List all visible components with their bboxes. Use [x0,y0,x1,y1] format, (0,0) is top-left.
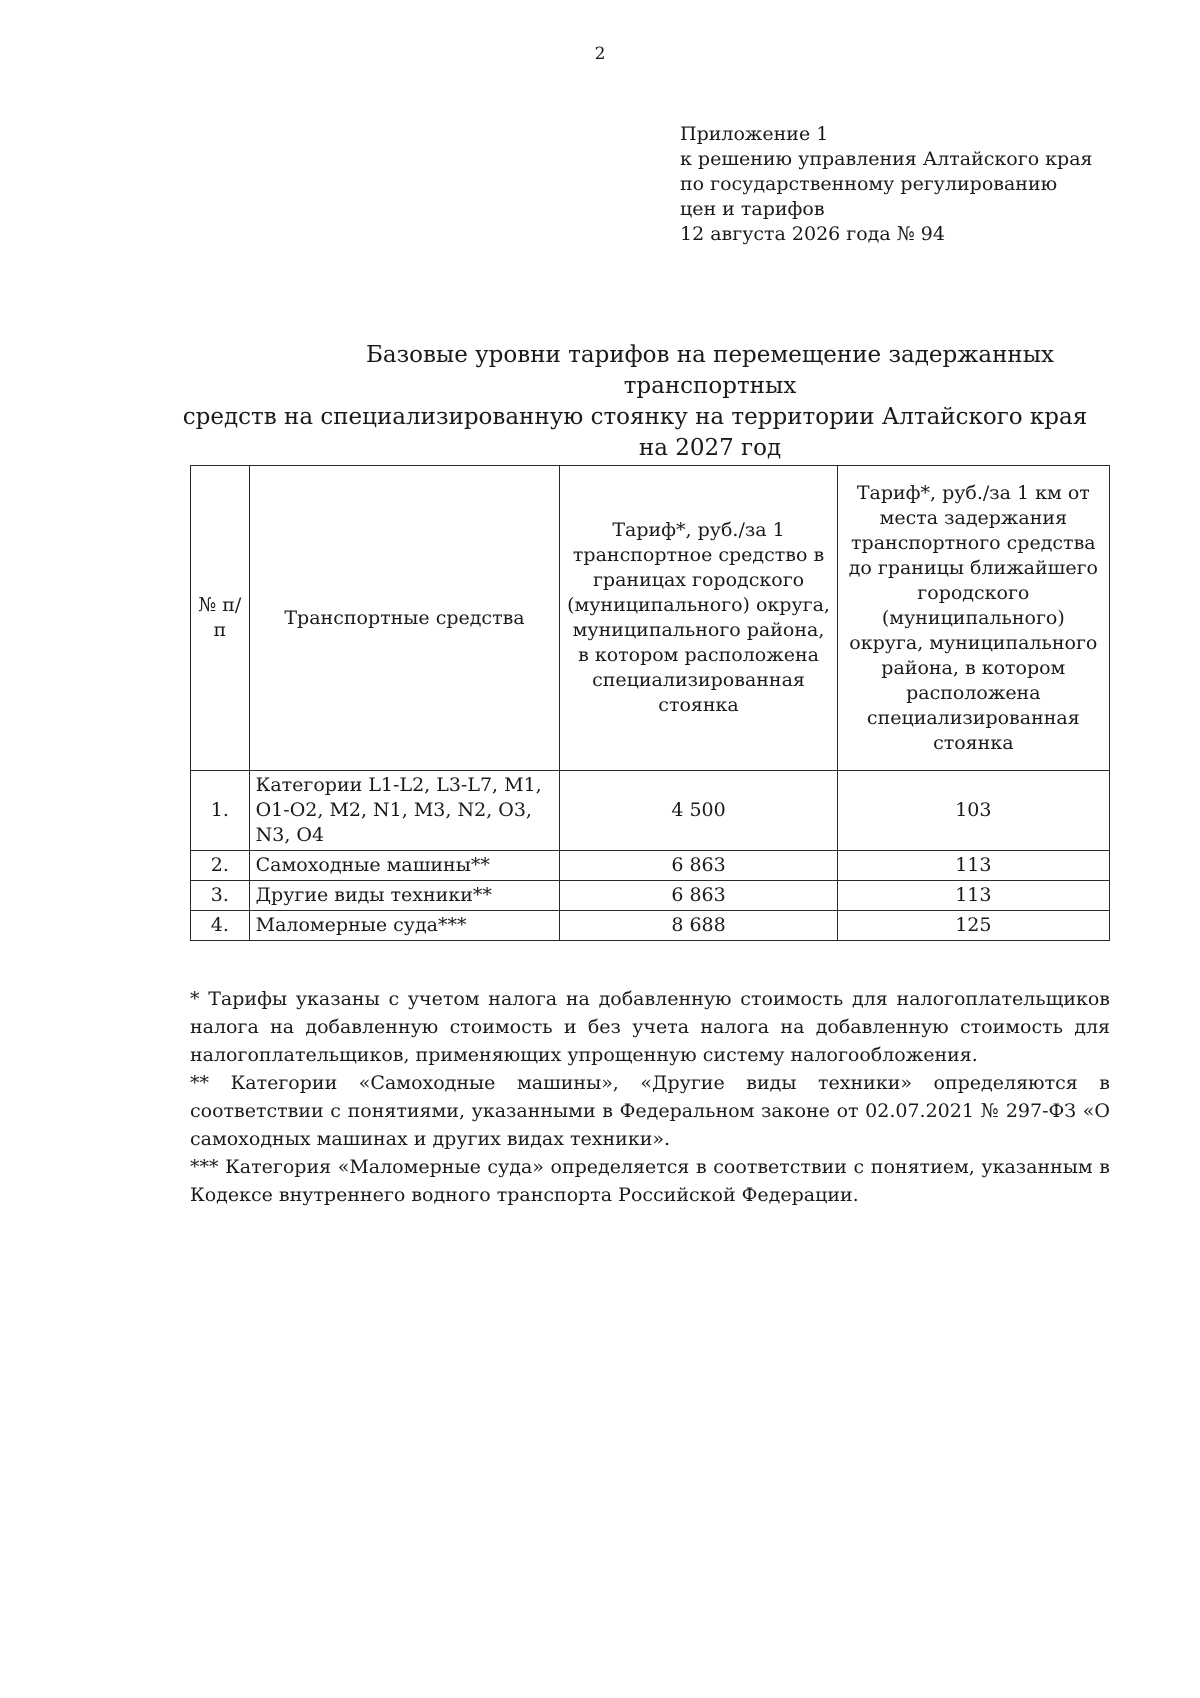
footnote-1: * Тарифы указаны с учетом налога на добавленную стоимость для налогоплательщиков налога на добавленную стоимость и без учета налога на добавленную стоимость для налогоплательщиков, применяющих упрощенную систему налогообложения. [190,988,1110,1066]
title-line-1: Базовые уровни тарифов на перемещение задержанных транспортных [365,342,1055,399]
appendix-line-3: по государственному регулированию [680,173,1058,195]
row-vehicle-name: Маломерные суда*** [249,911,560,941]
appendix-line-1: Приложение 1 [680,123,829,145]
row-vehicle-name: Самоходные машины** [249,851,560,881]
row-tariff-per-vehicle: 6 863 [560,881,837,911]
header-tariff-per-km: Тариф*, руб./за 1 км от места задержания транспортного средства до границы ближайшего городского (муниципального) округа, муниципального района, в котором расположена специализированная стоянка [837,466,1109,771]
row-tariff-per-km: 113 [837,851,1109,881]
appendix-header [680,122,1140,247]
appendix-line-5: 12 августа 2026 года № 94 [680,223,945,245]
footnote-2: ** Категории «Самоходные машины», «Другие виды техники» определяются в соответствии с понятиями, указанными в Федеральном законе от 02.07.2021 № 297-ФЗ «О самоходных машинах и других видах техники». [190,1072,1110,1150]
footnote-3: *** Категория «Маломерные суда» определяется в соответствии с понятием, указанным в Кодексе внутреннего водного транспорта Российской Федерации. [190,1156,1110,1206]
header-tariff-per-vehicle: Тариф*, руб./за 1 транспортное средство в границах городского (муниципального) округа, муниципального района, в котором расположена специализированная стоянка [560,466,837,771]
header-num: № п/п [191,466,250,771]
title-line-2: средств на специализированную стоянку на территории Алтайского края [182,404,1088,430]
table-header-row [191,466,1110,771]
row-tariff-per-km: 113 [837,881,1109,911]
header-vehicles: Транспортные средства [249,466,560,771]
table-row [191,911,1110,941]
row-tariff-per-vehicle: 6 863 [560,851,837,881]
table-row [191,771,1110,851]
row-num: 1. [191,771,250,851]
row-num: 4. [191,911,250,941]
row-tariff-per-km: 125 [837,911,1109,941]
document-title [182,340,1140,464]
table-row [191,851,1110,881]
row-num: 3. [191,881,250,911]
appendix-line-4: цен и тарифов [680,198,825,220]
tariff-table [190,465,1110,941]
row-num: 2. [191,851,250,881]
row-vehicle-name: Категории L1-L2, L3-L7, M1, O1-O2, M2, N1, M3, N2, O3, N3, O4 [249,771,560,851]
page-number: 2 [594,44,606,64]
row-tariff-per-vehicle: 4 500 [560,771,837,851]
row-tariff-per-km: 103 [837,771,1109,851]
row-tariff-per-vehicle: 8 688 [560,911,837,941]
footnotes [190,985,1110,1209]
table-row [191,881,1110,911]
appendix-line-2: к решению управления Алтайского края [680,148,1093,170]
row-vehicle-name: Другие виды техники** [249,881,560,911]
title-line-3: на 2027 год [638,435,782,461]
